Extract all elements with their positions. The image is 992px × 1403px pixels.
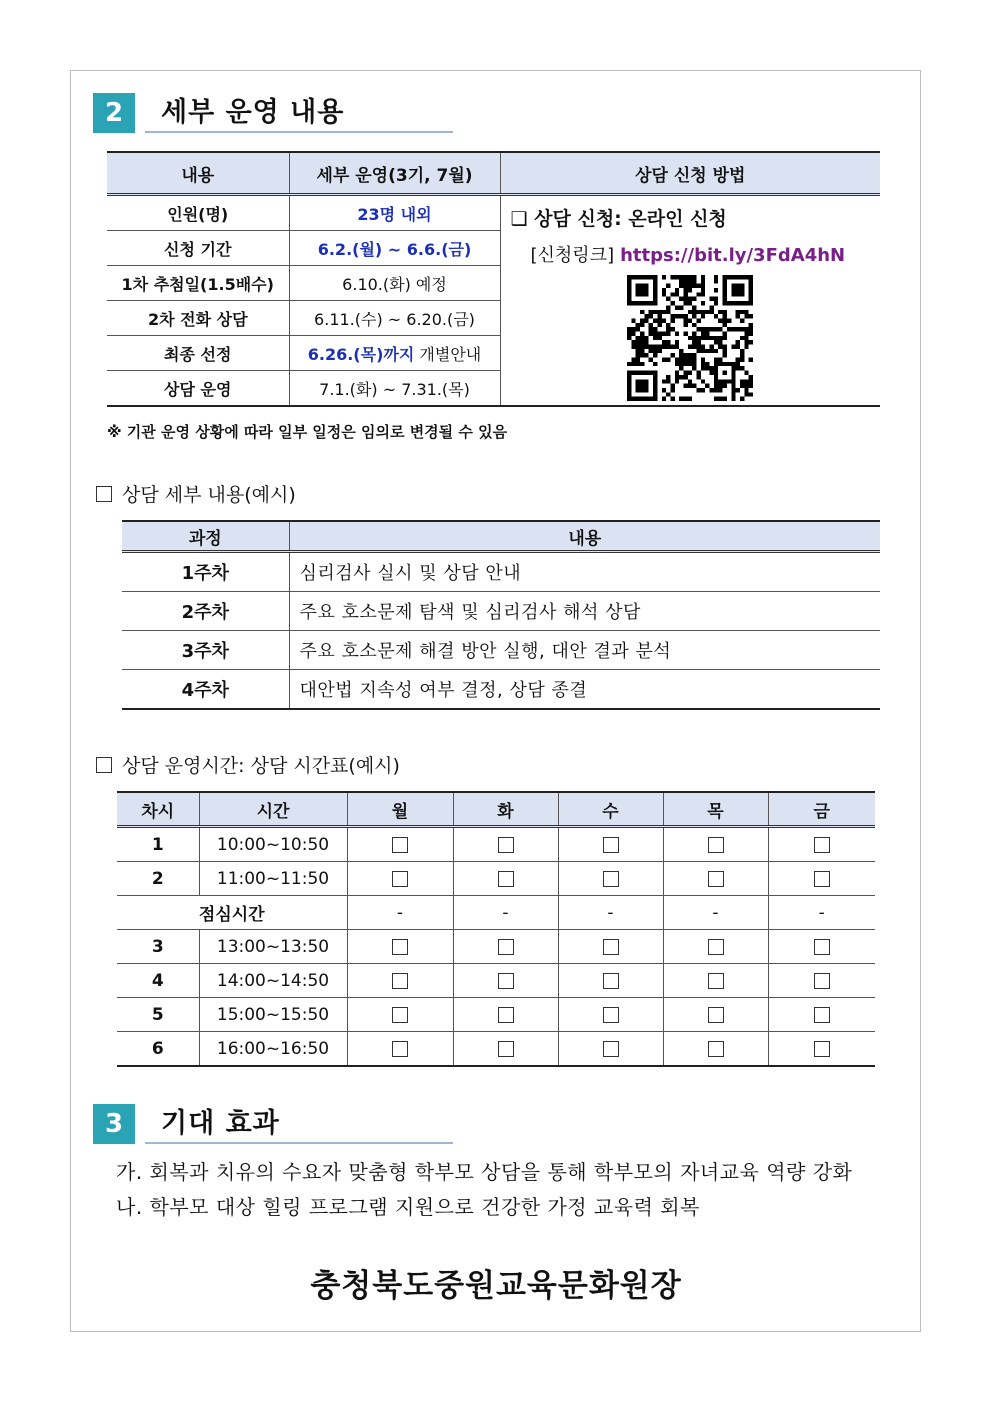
issuer-signature: 충청북도중원교육문화원장	[310, 1268, 682, 1304]
table-row	[122, 552, 880, 592]
empty-checkbox-icon[interactable]	[498, 1007, 514, 1023]
qr-code-icon[interactable]	[627, 275, 753, 401]
effect-item: 나. 학부모 대상 힐링 프로그램 지원으로 건강한 가정 교육력 회복	[116, 1195, 700, 1219]
row-value: 6.10.(화) 예정	[289, 266, 500, 301]
empty-checkbox-icon[interactable]	[392, 973, 408, 989]
empty-checkbox-icon[interactable]	[814, 837, 830, 853]
table-row	[122, 631, 880, 670]
empty-checkbox-icon[interactable]	[498, 973, 514, 989]
table-row	[117, 964, 875, 998]
header-cell: 내용	[107, 152, 289, 195]
lunch-mark: -	[663, 896, 768, 930]
timetable	[117, 791, 875, 1067]
section-underline	[145, 1142, 453, 1144]
final-date: 6.26.(목)까지	[307, 344, 415, 364]
empty-checkbox-icon[interactable]	[603, 1041, 619, 1057]
counsel-content-table	[122, 520, 880, 710]
empty-checkbox-icon[interactable]	[814, 939, 830, 955]
table-row	[107, 195, 880, 231]
section-number: 3	[93, 1104, 135, 1144]
empty-checkbox-icon[interactable]	[708, 1007, 724, 1023]
slot-cell	[768, 998, 875, 1032]
slot-cell	[768, 1032, 875, 1067]
session-time: 13:00~13:50	[199, 930, 347, 964]
section-number: 2	[93, 93, 135, 133]
empty-checkbox-icon[interactable]	[603, 871, 619, 887]
table-row	[117, 827, 875, 862]
row-label: 신청 기간	[107, 231, 289, 266]
slot-cell	[663, 930, 768, 964]
content-cell: 주요 호소문제 해결 방안 실행, 대안 결과 분석	[289, 631, 880, 670]
lunch-mark: -	[453, 896, 558, 930]
session-number: 6	[117, 1032, 199, 1067]
lunch-mark: -	[558, 896, 663, 930]
slot-cell	[663, 827, 768, 862]
slot-cell	[558, 862, 663, 896]
row-value: 23명 내외	[289, 195, 500, 231]
slot-cell	[558, 930, 663, 964]
header-cell: 과정	[122, 521, 289, 552]
slot-cell	[453, 1032, 558, 1067]
slot-cell	[347, 1032, 453, 1067]
table-row	[117, 862, 875, 896]
link-label: [신청링크]	[530, 245, 615, 266]
session-time: 11:00~11:50	[199, 862, 347, 896]
week-cell: 1주차	[122, 552, 289, 592]
lunch-row	[117, 896, 875, 930]
sub-heading-text: 상담 세부 내용(예시)	[122, 484, 296, 506]
empty-checkbox-icon[interactable]	[708, 871, 724, 887]
empty-checkbox-icon[interactable]	[603, 973, 619, 989]
header-cell: 목	[663, 792, 768, 827]
slot-cell	[768, 827, 875, 862]
session-number: 4	[117, 964, 199, 998]
session-number: 3	[117, 930, 199, 964]
slot-cell	[453, 930, 558, 964]
slot-cell	[558, 827, 663, 862]
slot-cell	[558, 964, 663, 998]
header-cell: 시간	[199, 792, 347, 827]
content-cell: 주요 호소문제 탐색 및 심리검사 해석 상담	[289, 592, 880, 631]
application-method	[500, 195, 880, 407]
section-title: 기대 효과	[161, 1108, 280, 1139]
header-cell: 내용	[289, 521, 880, 552]
content-cell: 심리검사 실시 및 상담 안내	[289, 552, 880, 592]
table-row	[122, 670, 880, 710]
row-value: 6.11.(수) ~ 6.20.(금)	[289, 301, 500, 336]
week-cell: 2주차	[122, 592, 289, 631]
empty-checkbox-icon[interactable]	[603, 1007, 619, 1023]
slot-cell	[558, 998, 663, 1032]
slot-cell	[453, 964, 558, 998]
row-value: 6.2.(월) ~ 6.6.(금)	[289, 231, 500, 266]
sub-heading-schedule	[96, 751, 400, 778]
schedule-note: ※ 기관 운영 상황에 따라 일부 일정은 임의로 변경될 수 있음	[107, 423, 508, 441]
slot-cell	[453, 827, 558, 862]
operation-detail-table	[107, 151, 880, 407]
slot-cell	[768, 930, 875, 964]
checkbox-icon	[96, 486, 112, 502]
table-header-row	[117, 792, 875, 827]
session-time: 14:00~14:50	[199, 964, 347, 998]
session-time: 15:00~15:50	[199, 998, 347, 1032]
empty-checkbox-icon[interactable]	[498, 1041, 514, 1057]
slot-cell	[663, 1032, 768, 1067]
header-cell: 수	[558, 792, 663, 827]
table-row	[117, 930, 875, 964]
empty-checkbox-icon[interactable]	[392, 1041, 408, 1057]
sub-heading-text: 상담 운영시간: 상담 시간표(예시)	[122, 755, 400, 777]
empty-checkbox-icon[interactable]	[392, 871, 408, 887]
content-cell: 대안법 지속성 여부 결정, 상담 종결	[289, 670, 880, 710]
header-cell: 금	[768, 792, 875, 827]
empty-checkbox-icon[interactable]	[392, 1007, 408, 1023]
section-title: 세부 운영 내용	[161, 97, 345, 128]
table-row	[122, 592, 880, 631]
slot-cell	[663, 964, 768, 998]
final-note: 개별안내	[419, 344, 482, 364]
slot-cell	[347, 964, 453, 998]
empty-checkbox-icon[interactable]	[392, 837, 408, 853]
row-label: 1차 추첨일(1.5배수)	[107, 266, 289, 301]
checkbox-icon	[96, 757, 112, 773]
expected-effects	[116, 1155, 852, 1225]
sub-heading-counsel-detail	[96, 480, 296, 507]
lunch-mark: -	[347, 896, 453, 930]
week-cell: 4주차	[122, 670, 289, 710]
session-time: 10:00~10:50	[199, 827, 347, 862]
row-value	[289, 336, 500, 371]
effect-item: 가. 회복과 치유의 수요자 맞춤형 학부모 상담을 통해 학부모의 자녀교육 역량 강화	[116, 1160, 853, 1184]
empty-checkbox-icon[interactable]	[498, 837, 514, 853]
empty-checkbox-icon[interactable]	[603, 939, 619, 955]
slot-cell	[768, 964, 875, 998]
lunch-mark: -	[768, 896, 875, 930]
empty-checkbox-icon[interactable]	[708, 939, 724, 955]
slot-cell	[453, 998, 558, 1032]
method-title: ❑ 상담 신청: 온라인 신청	[510, 208, 727, 230]
week-cell: 3주차	[122, 631, 289, 670]
lunch-label: 점심시간	[117, 896, 347, 930]
slot-cell	[453, 862, 558, 896]
empty-checkbox-icon[interactable]	[814, 1041, 830, 1057]
slot-cell	[663, 998, 768, 1032]
row-label: 상담 운영	[107, 371, 289, 407]
row-label: 2차 전화 상담	[107, 301, 289, 336]
slot-cell	[558, 1032, 663, 1067]
header-cell: 차시	[117, 792, 199, 827]
row-label: 인원(명)	[107, 195, 289, 231]
row-value: 7.1.(화) ~ 7.31.(목)	[289, 371, 500, 407]
empty-checkbox-icon[interactable]	[603, 837, 619, 853]
application-link[interactable]: https://bit.ly/3FdA4hN	[620, 245, 846, 266]
header-cell: 화	[453, 792, 558, 827]
table-row	[117, 1032, 875, 1067]
slot-cell	[347, 998, 453, 1032]
table-row	[117, 998, 875, 1032]
slot-cell	[347, 930, 453, 964]
empty-checkbox-icon[interactable]	[392, 939, 408, 955]
empty-checkbox-icon[interactable]	[708, 973, 724, 989]
header-cell: 상담 신청 방법	[500, 152, 880, 195]
session-time: 16:00~16:50	[199, 1032, 347, 1067]
empty-checkbox-icon[interactable]	[814, 1007, 830, 1023]
empty-checkbox-icon[interactable]	[814, 871, 830, 887]
slot-cell	[768, 862, 875, 896]
row-label: 최종 선정	[107, 336, 289, 371]
session-number: 1	[117, 827, 199, 862]
session-number: 2	[117, 862, 199, 896]
empty-checkbox-icon[interactable]	[498, 871, 514, 887]
empty-checkbox-icon[interactable]	[708, 837, 724, 853]
slot-cell	[663, 862, 768, 896]
empty-checkbox-icon[interactable]	[708, 1041, 724, 1057]
header-cell: 월	[347, 792, 453, 827]
header-cell: 세부 운영(3기, 7월)	[289, 152, 500, 195]
section-underline	[145, 131, 453, 133]
empty-checkbox-icon[interactable]	[498, 939, 514, 955]
empty-checkbox-icon[interactable]	[814, 973, 830, 989]
slot-cell	[347, 862, 453, 896]
slot-cell	[347, 827, 453, 862]
table-header-row	[122, 521, 880, 552]
session-number: 5	[117, 998, 199, 1032]
method-link-line	[531, 241, 881, 267]
table-header-row	[107, 152, 880, 195]
